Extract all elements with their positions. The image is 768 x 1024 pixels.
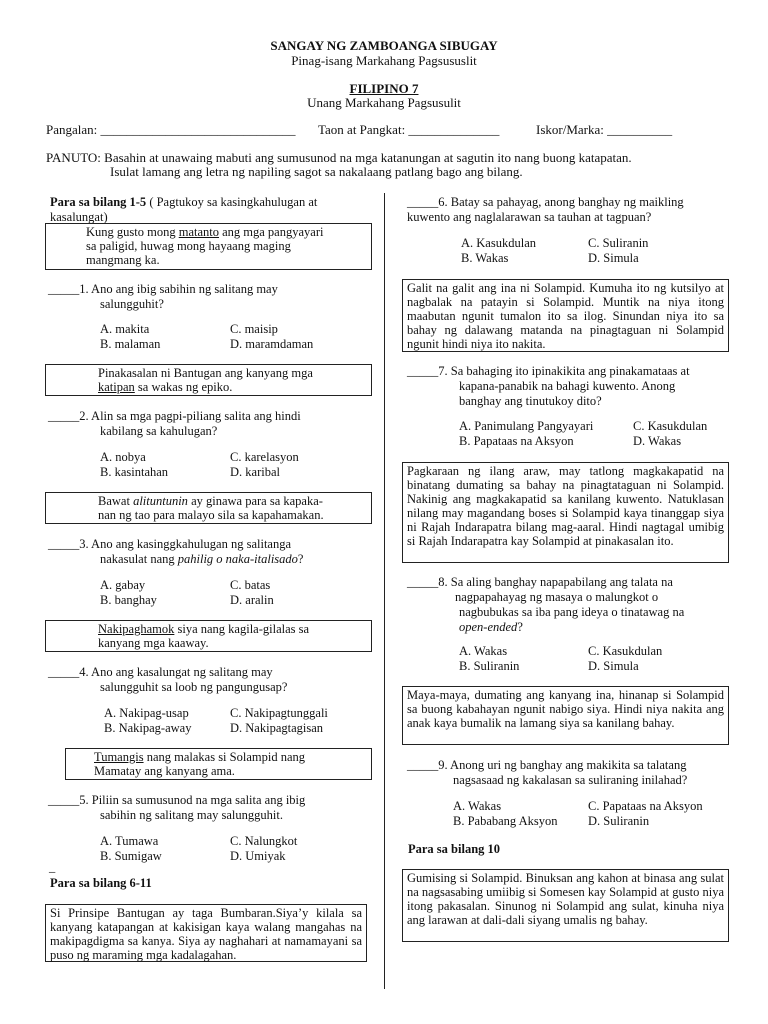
passage-box-2: Pinakasalan ni Bantugan ang kanyang mga katipan sa wakas ng epiko. (45, 364, 372, 396)
passage-box-8: Pagkaraan ng ilang araw, may tatlong magkakapatid na binatang dumating sa bahay na pinagtataguan ni Solampid. Nakinig ang magkakapatid sa kanilang kuwento. Natuklasan nilang may magandang boses si Solampid kaya tinanggap siya ni Rajah Indarapatra bilang mag-aaral. Hindi nagtagal umibig si Rajah Indarapatra kay Solampid at pinakasalan ito. (402, 462, 729, 563)
passage-box-10: Gumising si Solampid. Binuksan ang kahon at binasa ang sulat na nagsasabing umiibig si Somesen kay Solampid at gusto niya itong pakasalan. Sinunog ni Solampid ang sulat, kinuha niya ang larawan at dali-dali siyang umalis ng bahay. (402, 869, 729, 942)
question-1: _____1. Ano ang ibig sabihin ng salitang may salungguhit? (48, 282, 278, 311)
passage-box-9: Maya-maya, dumating ang kanyang ina, hinanap si Solampid sa buong kabahayan ngunit nabigo siya. Hindi niya nakita ang anak kaya bumalik na lamang siya sa kanilang bahay. (402, 686, 729, 745)
q6-option-b[interactable]: B. Wakas (461, 251, 509, 265)
passage-box-5: Tumangis nang malakas si Solampid nang Mamatay ang kanyang ama. (65, 748, 372, 780)
name-field[interactable]: Pangalan: ______________________________ (46, 122, 296, 137)
q7-option-b[interactable]: B. Papataas na Aksyon (459, 434, 574, 448)
q9-option-b[interactable]: B. Pababang Aksyon (453, 814, 558, 828)
q4-option-b[interactable]: B. Nakipag-away (104, 721, 192, 735)
question-6: _____6. Batay sa pahayag, anong banghay ng maikling kuwento ang naglalarawan sa tauhan at tagpuan? (407, 195, 684, 224)
q5-option-d[interactable]: D. Umiyak (230, 849, 286, 863)
underlined-word-katipan: katipan (98, 380, 135, 394)
q7-option-a[interactable]: A. Panimulang Pangyayari (459, 419, 594, 433)
question-9: _____9. Anong uri ng banghay ang makikita sa talatang nagsasaad ng kakalasan sa suliraning inilahad? (407, 758, 688, 787)
q7-option-d[interactable]: D. Wakas (633, 434, 682, 448)
q8-option-a[interactable]: A. Wakas (459, 644, 508, 658)
q9-option-d[interactable]: D. Suliranin (588, 814, 650, 828)
q2-option-b[interactable]: B. kasintahan (100, 465, 169, 479)
passage-box-3: Bawat alituntunin ay ginawa para sa kapaka- nan ng tao para malayo sila sa kapahamakan. (45, 492, 372, 524)
stray-dash: _ (49, 860, 56, 874)
q1-option-a[interactable]: A. makita (100, 322, 150, 336)
question-7: _____7. Sa bahaging ito ipinakikita ang pinakamataas at kapana-panabik na bahagi kuwento. Anong banghay ang tinutukoy dito? (407, 364, 690, 408)
instructions-line-1: PANUTO: Basahin at unawaing mabuti ang sumusunod na mga katanungan at sagutin ito nang buong katapatan. (46, 150, 632, 165)
q3-option-d[interactable]: D. aralin (230, 593, 274, 607)
q1-option-d[interactable]: D. maramdaman (230, 337, 314, 351)
q3-option-a[interactable]: A. gabay (100, 578, 146, 592)
q2-option-c[interactable]: C. karelasyon (230, 450, 299, 464)
division-title: SANGAY NG ZAMBOANGA SIBUGAY (270, 38, 498, 53)
passage-box-7: Galit na galit ang ina ni Solampid. Kumuha ito ng kutsilyo at nagbalak na patayin si Solampid. Muntik na niya itong maabutan ngunit tumalon ito sa ilog. Sinundan niya ito sa bahay ng dalawang matanda na pinagtaguan ni Solampid ngunit hindi niya ito nakita. (402, 279, 729, 352)
underlined-word-nakipaghamok: Nakipaghamok (98, 622, 175, 636)
exam-subtitle: Pinag-isang Markahang Pagsususlit (291, 53, 477, 68)
q6-option-d[interactable]: D. Simula (588, 251, 639, 265)
column-divider (384, 193, 385, 989)
underlined-word-matanto: matanto (178, 225, 219, 239)
q4-option-d[interactable]: D. Nakipagtagisan (230, 721, 324, 735)
section-1-heading (50, 195, 370, 225)
q5-option-b[interactable]: B. Sumigaw (100, 849, 162, 863)
q9-option-a[interactable]: A. Wakas (453, 799, 502, 813)
section-1-description-2: kasalungat) (50, 210, 108, 224)
q3-option-c[interactable]: C. batas (230, 578, 271, 592)
section-1-label: Para sa bilang 1-5 (50, 195, 147, 209)
section-3-heading: Para sa bilang 10 (408, 842, 501, 856)
underlined-word-tumangis: Tumangis (94, 750, 144, 764)
q5-option-a[interactable]: A. Tumawa (100, 834, 159, 848)
q5-option-c[interactable]: C. Nalungkot (230, 834, 298, 848)
quarter-title: Unang Markahang Pagsusulit (307, 95, 461, 110)
question-3: _____3. Ano ang kasinggkahulugan ng salitanga nakasulat nang pahilig o naka-italisado? (48, 537, 304, 566)
q4-option-c[interactable]: C. Nakipagtunggali (230, 706, 328, 720)
q6-option-a[interactable]: A. Kasukdulan (461, 236, 536, 250)
q6-option-c[interactable]: C. Suliranin (588, 236, 649, 250)
q4-option-a[interactable]: A. Nakipag-usap (104, 706, 189, 720)
section-2-heading: Para sa bilang 6-11 (50, 876, 152, 890)
q8-option-c[interactable]: C. Kasukdulan (588, 644, 663, 658)
passage-box-4: Nakipaghamok siya nang kagila-gilalas sa kanyang mga kaaway. (45, 620, 372, 652)
q2-option-a[interactable]: A. nobya (100, 450, 146, 464)
italic-word-alituntunin: alituntunin (133, 494, 188, 508)
question-8: _____8. Sa aling banghay napapabilang ang talata na nagpapahayag ng masaya o malungkot o nagbubukas sa iba pang ideya o tinatawag na open-ended? (407, 575, 685, 634)
question-5: _____5. Piliin sa sumusunod na mga salita ang ibig sabihin ng salitang may salungguhit. (48, 793, 306, 822)
passage-box-6: Si Prinsipe Bantugan ay taga Bumbaran.Siya’y kilala sa kanyang katapangan at kakisigan kaya walang mangahas na makipagdigma sa kanya. Siya ay naghahari at namamayani sa puso ng maraming mga kadalagahan. (45, 904, 367, 962)
q1-option-b[interactable]: B. malaman (100, 337, 161, 351)
section-1-description: ( Pagtukoy sa kasingkahulugan at (146, 195, 318, 209)
question-2: _____2. Alin sa mga pagpi-piliang salita ang hindi kabilang sa kahulugan? (48, 409, 301, 438)
q3-option-b[interactable]: B. banghay (100, 593, 157, 607)
q8-option-b[interactable]: B. Suliranin (459, 659, 520, 673)
grade-section-field[interactable]: Taon at Pangkat: ______________ (318, 122, 500, 137)
question-4: _____4. Ano ang kasalungat ng salitang may salungguhit sa loob ng pangungusap? (48, 665, 288, 694)
passage-box-1: Kung gusto mong matanto ang mga pangyayari sa paligid, huwag mong hayaang maging mangmang ka. (45, 223, 372, 270)
q8-option-d[interactable]: D. Simula (588, 659, 639, 673)
q2-option-d[interactable]: D. karibal (230, 465, 280, 479)
subject-title: FILIPINO 7 (349, 81, 419, 96)
q1-option-c[interactable]: C. maisip (230, 322, 278, 336)
instructions-line-2: Isulat lamang ang letra ng napiling sagot sa nakalaang patlang bago ang bilang. (110, 164, 523, 179)
q9-option-c[interactable]: C. Papataas na Aksyon (588, 799, 703, 813)
score-field[interactable]: Iskor/Marka: __________ (536, 122, 673, 137)
q7-option-c[interactable]: C. Kasukdulan (633, 419, 708, 433)
